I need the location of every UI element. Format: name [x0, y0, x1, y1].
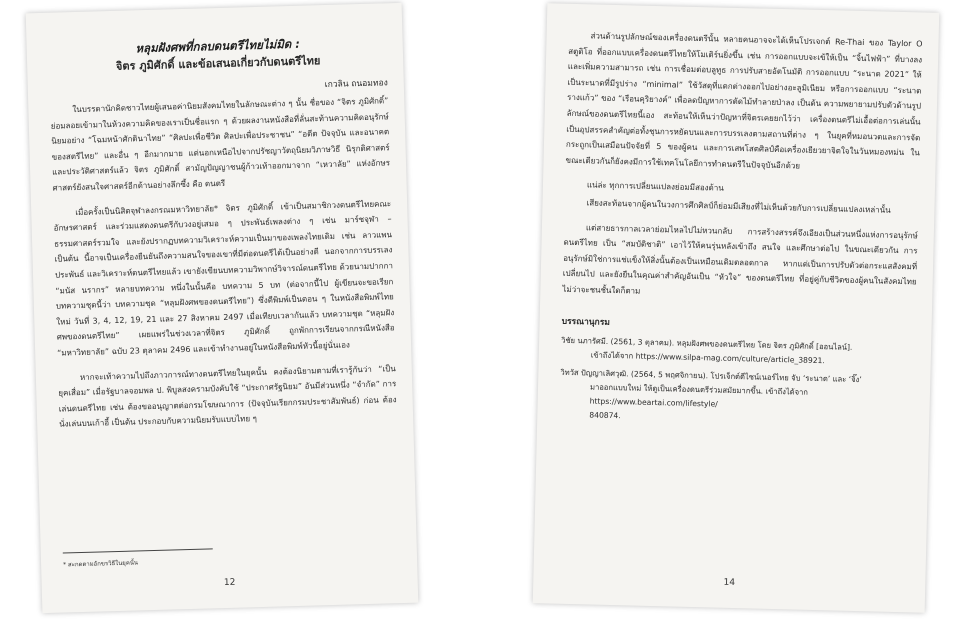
- reference-item: [561, 333, 916, 370]
- left-paragraph-1: ในบรรดานักคิดชาวไทยผู้เสนอค่านิยมสังคมไทยในลักษณะต่าง ๆ นั้น ชื่อของ “จิตร ภูมิศักดิ์” ย่อมลอยเข้ามาในห้วงความคิดของเราเป็นชื่อแรก ๆ ด้วยผลงานหนังสือที่ลั่นสะท้านความคิดอนุรักษ์นิยมอย่าง “โฉมหน้าศักดินาไทย” “ศิลปะเพื่อชีวิต ศิลปะเพื่อประชาชน” “อดีต ปัจจุบัน และอนาคตของสตรีไทย” และอื่น ๆ อีกมากมาย แต่นอกเหนือไปจากปรัชญาวัตถุนิยมวิภาษวิธี นิรุกติศาสตร์ และประวัติศาสตร์แล้ว จิตร ภูมิศักดิ์ สามัญปัญญาชนผู้ก้าวเท้าออกมาจาก “เหวาลัย” แห่งอักษรศาสตร์ยังสนใจศาสตร์อีกด้านอย่างลึกซึ้ง คือ ดนตรี: [50, 96, 391, 193]
- article-title: หลุมฝังศพที่กลบดนตรีไทยไม่มิด :: [135, 36, 301, 56]
- left-page: [26, 3, 419, 613]
- footnote: * สะกดตามอักขรวิธีในยุคนั้น: [63, 559, 139, 569]
- article-author: เกวลิน ถนอมทอง: [324, 78, 388, 91]
- reference-link-line: https://www.beartai.com/lifestyle/: [589, 395, 718, 409]
- left-paragraph-2: เมื่อครั้งเป็นนิสิตจุฬาลงกรณมหาวิทยาลัย* จิตร ภูมิศักดิ์ เข้าเป็นสมาชิกวงดนตรีไทยคณะอักษรศาสตร์ และร่วมแสดงดนตรีกับวงอยู่เสมอ ๆ ประพันธ์เพลงต่าง ๆ เช่น มาร์ชจุฬา – ธรรมศาสตร์รวมใจ และยังปรากฏบทความวิเคราะห์ความเป็นมาของเพลงไทยเดิม เช่น ลาวแพน เป็นต้น นี้อาจเป็นเครื่องยืนยันถึงความสนใจของเขาที่มีต่อดนตรีได้เป็นอย่างดี นอกจากการบรรเลง ประพันธ์ และวิเคราะห์ดนตรีไทยแล้ว เขายังเขียนบทความวิพากษ์วิจารณ์ดนตรีไทย ด้วยนามปากกา “มนัส นรากร” หลายบทความ หนึ่งในนั้นคือ บทความ 5 บท (ต่อจากนี้ไป ผู้เขียนจะขอเรียกบทความชุดนี้ว่า บทความชุด “หลุมฝังศพของดนตรีไทย”) ซึ่งตีพิมพ์เป็นตอน ๆ ในหนังสือพิมพ์ไทยใหม่ วันที่ 3, 4, 12, 19, 21 และ 27 สิงหาคม 2497 เมื่อเทียบเวลากันแล้ว บทความชุด “หลุมฝังศพของดนตรีไทย” เผยแพร่ในช่วงเวลาที่จิตร ภูมิศักดิ์ ถูกพักการเรียนจากกรณีหนังสือ “มหาวิทยาลัย” ฉบับ 23 ตุลาคม 2496 และเข้าทำงานอยู่ในหนังสือพิมพ์หัวนี้อยู่นั่นเอง: [53, 198, 395, 358]
- references-heading: บรรณานุกรม: [561, 316, 611, 328]
- reference-link-line: 840874.: [589, 409, 621, 420]
- footnote-divider: [63, 548, 213, 553]
- reference-line: วิทวัส ปัญญาเลิศวุฒิ. (2564, 5 พฤศจิกายน). โปรเจ็กต์ดีไซน์เนอร์ไทย จับ ‘ระนาด’ และ ‘จิ๊ง’: [560, 367, 862, 384]
- right-page: [533, 3, 940, 612]
- right-paragraph-3: เสียงสะท้อนจากผู้คนในวงการศึกศิลป์ก็ย่อมมีเสียงที่ไม่เห็นด้วยกับการเปลี่ยนแปลงเหล่านั้น: [586, 198, 891, 215]
- right-paragraph-1: ส่วนด้านรูปลักษณ์ของเครื่องดนตรีนั้น หลายคนอาจจะได้เห็นโปรเจกต์ Re-Thai ของ Taylor O สตูดิโอ ที่ออกแบบเครื่องดนตรีไทยให้โมเดิร์นยิ่งขึ้น เช่น การออกแบบจะเข้ให้เป็น “จิ้นไฟฟ้า” ที่บางลง และเพิ่มความสามารถ เช่น การเชื่อมต่อบลูทูธ การปรับสายอัตโนมัติ การออกแบบ “ระนาด 2021” ให้เป็นระนาดที่มีรูปร่าง “minimal” ใช้วัสดุที่แตกต่างออกไปอย่างอะลูมิเนียม หรือการออกแบบ “ระนาดรางแก้ว” ของ “เรือนคุริยางค์” เพื่อลดปัญหาการตัดไม้ทำลายป่าลง เป็นต้น ความพยายามปรับตัวด้านรูปลักษณ์ของดนตรีไทยนี้เอง สะท้อนให้เห็นว่าปัญหาที่จิตรเคยยกไว้ว่า เครื่องดนตรีไม่เอื้อต่อการเล่นนั้น เป็นอุปสรรคสำคัญต่อทั้งชุนการหยัดบนและการบรรเลงตามสถานที่ต่าง ๆ ในยุคที่หมอนวดและการจัดกระถูกเป็นเสมือนปัจจัยที่ 5 ของผู้คน และการเสพโสตศิลป์คือเครื่องเยียวยาจิตใจในวันหมองหม่น ในขณะเดียวกันก็ยังคงมีการใช้เทคโนโลยีการทำดนตรีในปัจจุบันอีกด้วย: [565, 31, 923, 171]
- left-page-number: 12: [223, 577, 236, 589]
- left-paragraph-3: หากจะเท้าความไปถึงภาวการณ์ทางดนตรีไทยในยุคนั้น คงต้องนิยามตามที่เรารู้กันว่า “เป็นยุคเสื่อม” เมื่อรัฐบาลจอมพล ป. พิบูลสงครามบังคับใช้ “ประกาศรัฐนิยม” อันมีส่วนหนึ่ง “จำกัด” การเล่นดนตรีไทย เช่น ต้องขออนุญาตต่อกรมโฆษณาการ (ปัจจุบันเรียกกรมประชาสัมพันธ์) ก่อน ต้องนั่งเล่นบนเก้าอี้ เป็นต้น ประกอบกับความนิยมรับแบบไทย ๆ: [58, 363, 397, 429]
- right-paragraph-4: แต่สายธารกาลเวลาย่อมไหลไปไม่หวนกลับ การสร้างสรรค์จึงเอียงเป็นส่วนหนึ่งแห่งการอนุรักษ์ดนตรีไทย เป็น “สมบัติชาติ” เอาไว้ให้คนรุ่นหลังเข้าถึง สนใจ และศึกษาต่อไป ในขณะเดียวกัน การอนุรักษ์มิใช่การแช่แข็งให้สิ่งนั้นต้องเป็นเหมือนเดิมตลอดกาล หากแต่เป็นการปรับตัวต่อกระแสสังคมที่เปลี่ยนไป และยังยืนในคุณค่าสำคัญอันเป็น “หัวใจ” ของดนตรีไทย ที่อยู่คู่กับชีวิตของผู้คนในสังคมไทย ไม่ว่าจะชนชั้นใดก็ตาม: [562, 222, 918, 296]
- reference-line: มาออกแบบใหม่ ให้ดูเป็นเครื่องดนตรีร่วมสมัยมากขึ้น. เข้าถึงได้จาก: [589, 381, 809, 397]
- right-page-content: [559, 28, 923, 434]
- right-paragraph-2: แน่ล่ะ ทุกการเปลี่ยนแปลงย่อมมีสองด้าน: [586, 180, 724, 194]
- left-page-content: [49, 33, 398, 441]
- article-subtitle: จิตร ภูมิศักดิ์ และข้อเสนอเกี่ยวกับดนตรีไทย: [115, 54, 321, 73]
- reference-line: วิชัย นภารัศมี. (2561, 3 ตุลาคม). หลุมฝังศพของดนตรีไทย โดย จิตร ภูมิศักดิ์ [ออนไลน์].: [561, 335, 853, 352]
- reference-link-line: เข้าถึงได้จาก https://www.silpa-mag.com/culture/article_38921.: [590, 349, 825, 365]
- reference-item: [559, 365, 914, 430]
- right-page-number: 14: [723, 577, 736, 589]
